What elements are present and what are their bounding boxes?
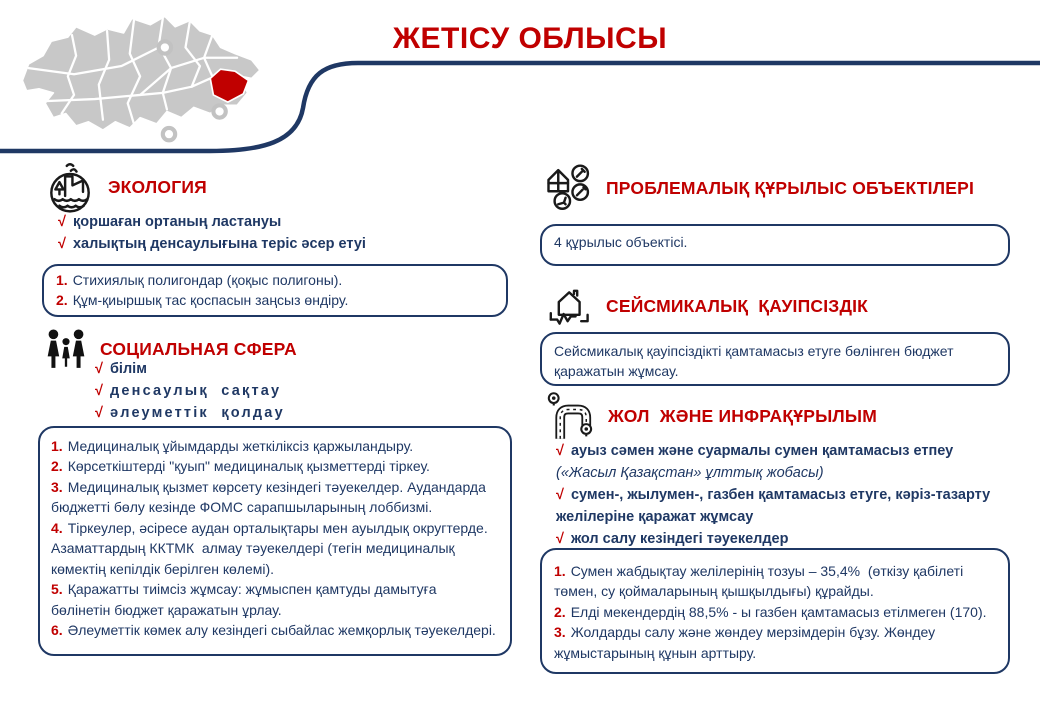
item-number: 1. xyxy=(51,438,63,454)
numbered-item xyxy=(51,456,498,476)
numbered-item xyxy=(51,436,498,456)
checklist-item xyxy=(556,528,1008,550)
road-map-icon xyxy=(544,390,596,442)
item-text: Тіркеулер, әсіресе аудан орталықтары мен ауылдық округтерде. Азаматтардың ККТМК алмау тәуекелдері (тегін медициналық көмектің кепілдік берілген көлемі). xyxy=(51,519,492,577)
checklist-item xyxy=(556,462,1008,484)
item-text: Сумен жабдықтау желілерінің тозуы – 35,4% (өткізу қабілеті төмен, су қоймаларының қышқылдығы) құрайды. xyxy=(554,563,968,600)
checklist-item xyxy=(95,358,495,380)
seismic-box: Сейсмикалық қауіпсіздікті қамтамасыз етуге бөлінген бюджет қаражатын жұмсау. xyxy=(540,332,1010,386)
item-number: 1. xyxy=(554,563,566,579)
checklist-item xyxy=(95,402,495,424)
item-number: 4. xyxy=(51,519,63,536)
house-tools-icon xyxy=(542,162,594,214)
check-mark-icon: √ xyxy=(58,236,66,253)
checklist-item-text: жол салу кезіндегі тәуекелдер xyxy=(570,531,789,548)
numbered-item xyxy=(51,518,498,579)
item-number: 5. xyxy=(51,581,63,598)
check-mark-icon: √ xyxy=(95,361,103,377)
item-number: 2. xyxy=(56,292,68,309)
section-header-ecology xyxy=(44,160,207,214)
section-title: СЕЙСМИКАЛЫҚ ҚАУІПСІЗДІК xyxy=(606,295,869,316)
numbered-item xyxy=(51,620,498,640)
checklist-item-text: әлеуметтік қолдау xyxy=(109,405,285,422)
item-text: Медициналық ұйымдарды жеткіліксіз қаржыландыру. xyxy=(67,438,414,454)
section-title: ПРОБЛЕМАЛЫҚ ҚҰРЫЛЫС ОБЪЕКТІЛЕРІ xyxy=(606,177,975,198)
item-number: 2. xyxy=(554,603,566,620)
house-earthquake-icon xyxy=(546,284,594,328)
construction-box: 4 құрылыс объектісі. xyxy=(540,224,1010,266)
item-text: Стихиялық полигондар (қоқыс полигоны). xyxy=(72,272,343,288)
checklist-item-text: («Жасыл Қазақстан» ұлттық жобасы) xyxy=(556,465,824,482)
section-header-seismic xyxy=(546,284,868,328)
numbered-item xyxy=(51,477,498,518)
item-number: 3. xyxy=(51,478,63,495)
checklist-item-text: денсаулық сақтау xyxy=(109,383,282,400)
kazakhstan-map xyxy=(8,6,266,161)
numbered-item xyxy=(554,561,996,602)
check-mark-icon: √ xyxy=(556,443,564,459)
checklist-item xyxy=(95,380,495,402)
item-number: 2. xyxy=(51,458,63,475)
checklist-item-text: халықтың денсаулығына теріс әсер етуі xyxy=(72,236,366,253)
item-text: Медициналық қызмет көрсету кезіндегі тәуекелдер. Аудандарда бюджетті бөлу кезінде ФОМС сарапшыларының лоббизмі. xyxy=(51,478,490,516)
item-text: Әлеуметтік көмек алу кезіндегі сыбайлас жемқорлық тәуекелдері. xyxy=(67,621,496,638)
checklist-item xyxy=(58,211,498,233)
item-text: Қаражатты тиімсіз жұмсау: жұмыспен қамтуды дамытуға бөлінетін бюджет қаражатын ұрлау. xyxy=(51,581,441,618)
item-number: 6. xyxy=(51,621,63,638)
numbered-item xyxy=(56,270,494,290)
section-header-construction xyxy=(542,162,974,214)
roads-checklist xyxy=(556,440,1008,550)
ecology-checklist xyxy=(58,211,498,255)
numbered-item xyxy=(51,579,498,620)
check-mark-icon: √ xyxy=(58,214,66,230)
social-checklist xyxy=(95,358,495,424)
kazakhstan-map-svg xyxy=(8,6,266,156)
family-icon xyxy=(44,328,88,370)
checklist-item xyxy=(58,233,498,255)
check-mark-icon: √ xyxy=(95,405,103,422)
item-number: 1. xyxy=(56,272,68,288)
numbered-item xyxy=(554,602,996,622)
roads-issues-box xyxy=(540,548,1010,674)
item-text: Көрсеткіштерді "қуып" медициналық қызметтерді тіркеу. xyxy=(67,458,430,475)
check-mark-icon: √ xyxy=(556,487,564,504)
checklist-item-text: ауыз сәмен және суармалы сумен қамтамасыз етпеу xyxy=(570,443,954,459)
check-mark-icon: √ xyxy=(95,383,103,400)
numbered-item xyxy=(554,622,996,663)
section-header-roads xyxy=(544,390,877,442)
item-text: Құм-қиыршық тас қоспасын заңсыз өндіру. xyxy=(72,292,349,309)
checklist-item xyxy=(556,484,1008,528)
section-title: ЖОЛ ЖӘНЕ ИНФРАҚҰРЫЛЫМ xyxy=(608,405,877,426)
checklist-item-text: сумен-, жылумен-, газбен қамтамасыз етуге, кәріз-тазарту желілеріне қаражат жұмсау xyxy=(556,487,995,526)
checklist-item-text: білім xyxy=(109,361,147,377)
ecology-issues-box xyxy=(42,264,508,317)
item-number: 3. xyxy=(554,624,566,641)
checklist-item-text: қоршаған ортаның ластануы xyxy=(72,214,282,230)
item-text: Жолдарды салу және жөндеу мерзімдерін бұзу. Жөндеу жұмыстарының құнын арттыру. xyxy=(554,624,940,661)
check-mark-icon: √ xyxy=(556,531,564,548)
page-title: ЖЕТІСУ ОБЛЫСЫ xyxy=(392,22,668,55)
checklist-item xyxy=(556,440,1008,462)
item-text: Елді мекендердің 88,5% - ы газбен қамтамасыз етілмеген (170). xyxy=(570,603,987,620)
section-title: ЭКОЛОГИЯ xyxy=(108,176,207,197)
section-title: СОЦИАЛЬНАЯ СФЕРА xyxy=(100,338,297,359)
ecology-globe-factory-icon xyxy=(44,160,96,214)
social-risks-box xyxy=(38,426,512,656)
numbered-item xyxy=(56,290,494,310)
